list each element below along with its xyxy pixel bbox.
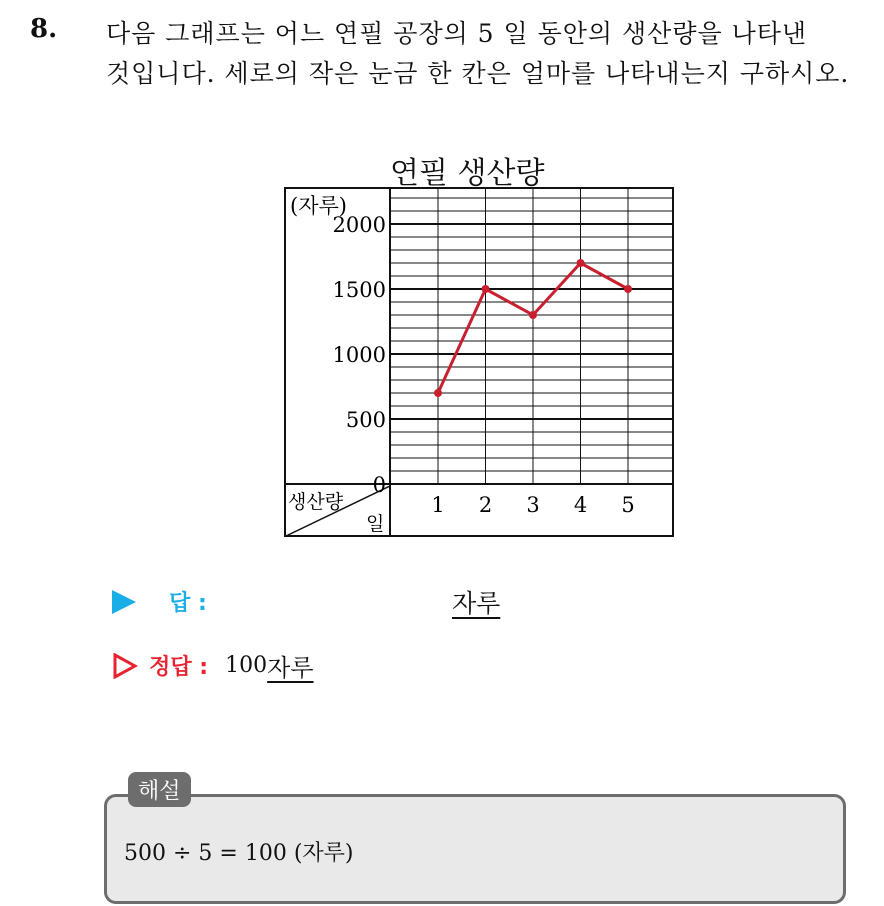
x-tick-label: 5 <box>621 493 635 517</box>
question-text-line2: 것입니다. 세로의 작은 눈금 한 칸은 얼마를 나타내는지 구하시오. <box>106 59 850 88</box>
y-tick-label: 500 <box>345 408 386 432</box>
x-tick-label: 4 <box>573 493 588 517</box>
answer-arrow-icon <box>112 590 136 614</box>
x-axis-label: 일 <box>366 513 385 535</box>
data-point <box>434 389 442 397</box>
data-point <box>529 311 537 319</box>
correct-row <box>112 648 314 683</box>
line-chart <box>284 186 678 542</box>
correct-unit: 자루 <box>267 654 314 682</box>
explanation-text: 500 ÷ 5 = 100 (자루) <box>124 841 354 866</box>
correct-arrow-icon <box>112 653 138 679</box>
y-tick-label: 1500 <box>332 278 386 302</box>
answer-row <box>112 586 207 617</box>
x-tick-label: 2 <box>478 493 493 517</box>
data-point <box>482 285 490 293</box>
correct-value: 100 <box>225 653 268 678</box>
y-tick-label: 0 <box>372 473 386 497</box>
y-axis-label: (자루) <box>290 194 347 218</box>
y-tick-label: 1000 <box>332 343 386 367</box>
x-tick-label: 3 <box>526 493 540 517</box>
y-tick-label: 2000 <box>332 213 386 237</box>
correct-label: 정답 : <box>149 655 209 680</box>
data-point <box>577 259 585 267</box>
row-label: 생산량 <box>288 491 344 513</box>
question-number: 8. <box>30 14 58 44</box>
data-point <box>624 285 632 293</box>
question-text-line1: 다음 그래프는 어느 연필 공장의 5 일 동안의 생산량을 나타낸 <box>106 19 808 48</box>
answer-label: 답 : <box>169 591 207 616</box>
x-tick-label: 1 <box>431 493 445 517</box>
explanation-tab: 해설 <box>128 772 191 807</box>
answer-unit: 자루 <box>452 589 501 618</box>
chart-title: 연필 생산량 <box>390 156 545 191</box>
